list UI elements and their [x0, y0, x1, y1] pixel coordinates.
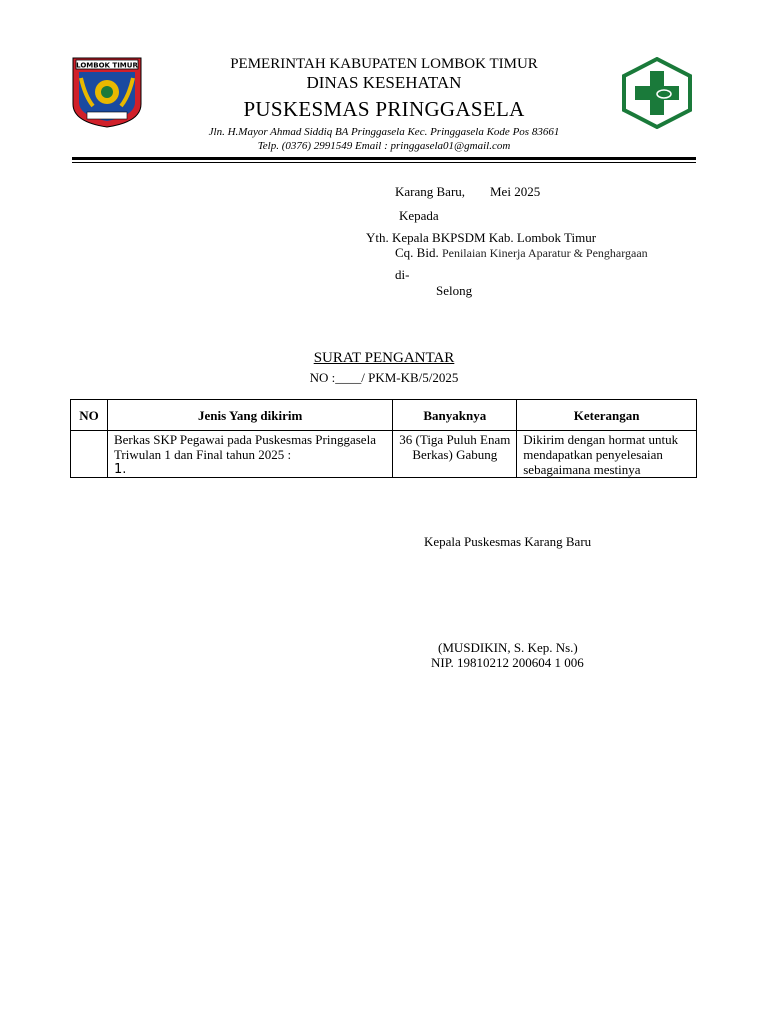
cell-jenis-item: 1. — [113, 462, 127, 477]
table-row — [71, 431, 697, 478]
letter-recipient: Yth. Kepala BKPSDM Kab. Lombok Timur — [366, 230, 597, 245]
header-banyaknya: Banyaknya — [393, 400, 517, 431]
header-jenis: Jenis Yang dikirim — [107, 400, 392, 431]
cell-jenis — [107, 431, 392, 478]
cell-jenis-text: Berkas SKP Pegawai pada Puskesmas Pringgasela Triwulan 1 dan Final tahun 2025 : — [113, 432, 376, 462]
puskesmas-logo-icon — [620, 57, 694, 129]
kop-government-line: PEMERINTAH KABUPATEN LOMBOK TIMUR — [230, 56, 538, 72]
items-table — [70, 399, 697, 478]
signature-name: (MUSDIKIN, S. Kep. Ns.) — [438, 640, 578, 655]
letter-city: Selong — [436, 283, 473, 298]
signature-position: Kepala Puskesmas Karang Baru — [424, 534, 592, 549]
letter-date: Mei 2025 — [490, 184, 541, 199]
header-no: NO — [71, 400, 108, 431]
kop-contact: Telp. (0376) 2991549 Email : pringgasela01@gmail.com — [257, 140, 511, 152]
letter-title: SURAT PENGANTAR — [313, 350, 455, 366]
header-divider-thin — [72, 162, 696, 163]
letter-number: NO :____/ PKM-KB/5/2025 — [309, 370, 459, 385]
letter-place: Karang Baru, — [395, 184, 466, 199]
cell-banyaknya: 36 (Tiga Puluh Enam Berkas) Gabung — [393, 431, 517, 478]
header-keterangan: Keterangan — [517, 400, 697, 431]
lombok-timur-emblem-icon — [71, 56, 143, 128]
table-header-row — [71, 400, 697, 431]
kop-institution-name: PUSKESMAS PRINGGASELA — [243, 97, 525, 121]
letter-kepada: Kepada — [399, 208, 439, 223]
letter-cq-line — [395, 245, 648, 261]
cell-keterangan: Dikirim dengan hormat untuk mendapatkan penyelesaian sebagaimana mestinya — [517, 431, 697, 478]
signature-nip: NIP. 19810212 200604 1 006 — [431, 655, 584, 670]
svg-text:LOMBOK TIMUR: LOMBOK TIMUR — [76, 61, 138, 70]
header-divider-thick — [72, 157, 696, 160]
letter-di: di- — [395, 267, 410, 282]
letter-cq-division: Penilaian Kinerja Aparatur & Penghargaan — [441, 246, 648, 260]
kop-department-line: DINAS KESEHATAN — [306, 73, 462, 92]
cell-no — [71, 431, 108, 478]
letter-cq-prefix: Cq. Bid. — [395, 245, 439, 260]
kop-address: Jln. H.Mayor Ahmad Siddiq BA Pringgasela Kec. Pringgasela Kode Pos 83661 — [208, 126, 560, 138]
